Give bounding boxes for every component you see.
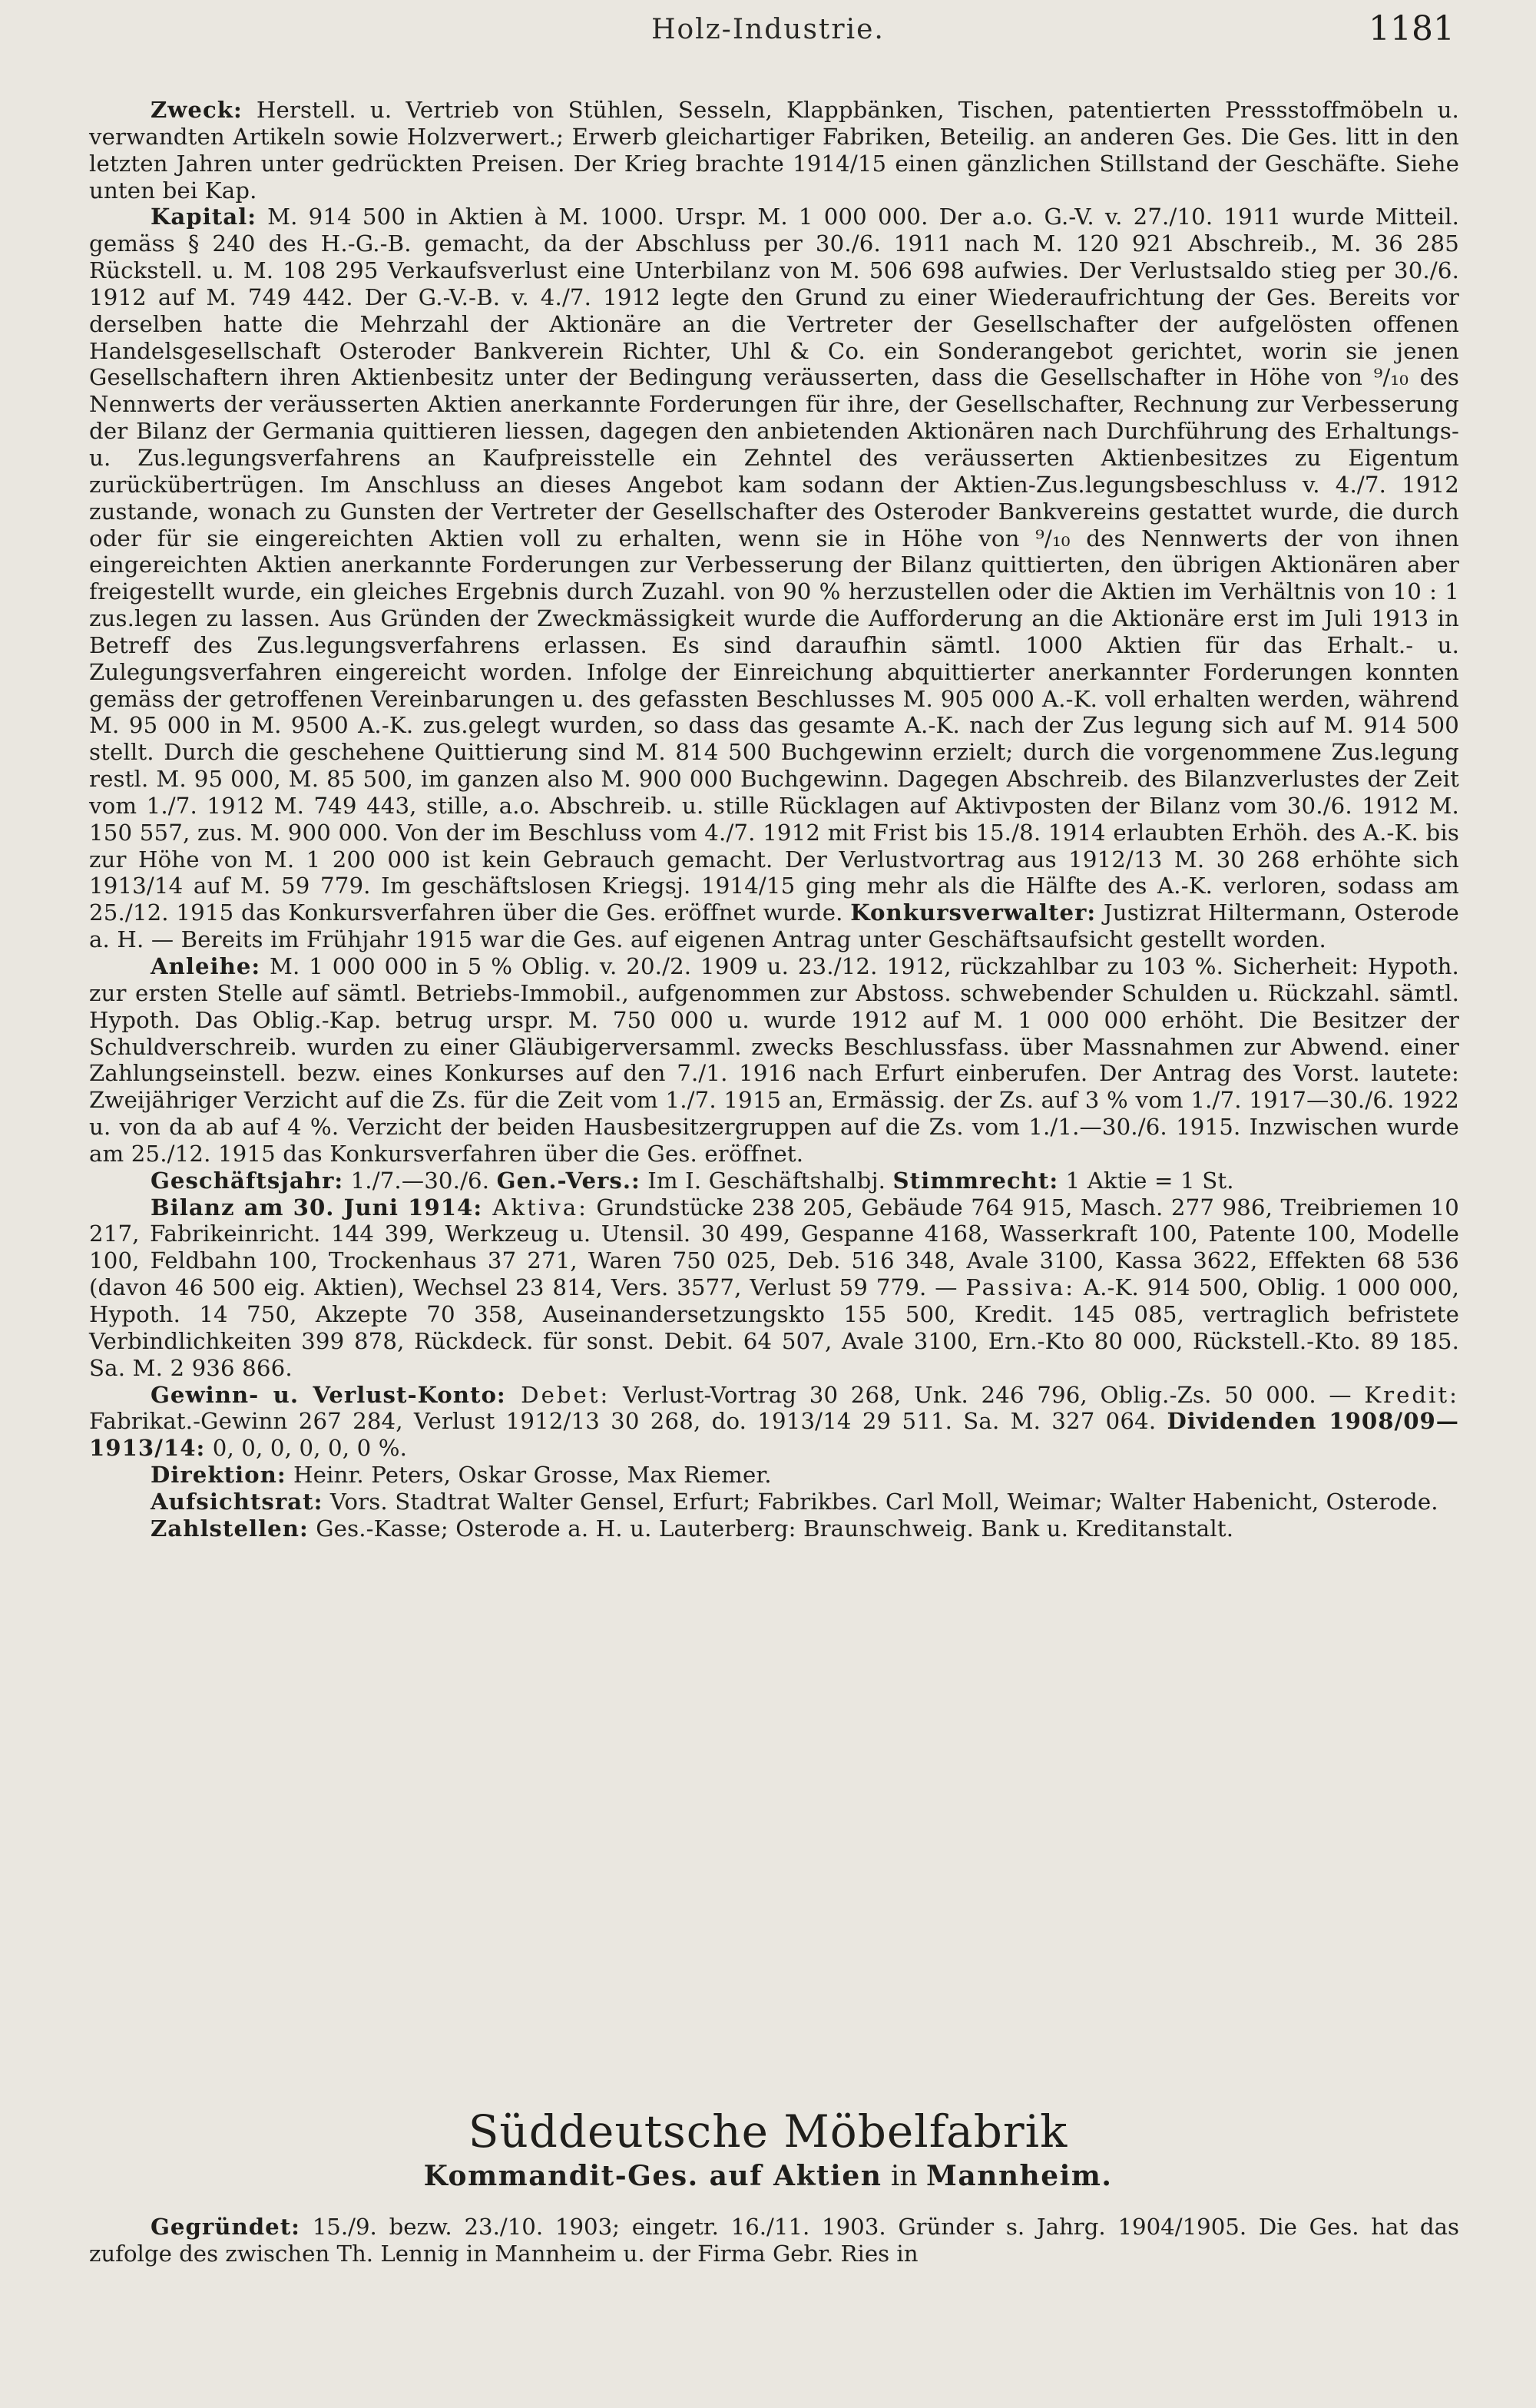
aktiva-label: Aktiva: [482,1194,588,1221]
kapital-label: Kapital: [151,204,257,230]
zahlstellen-label: Zahlstellen: [151,1515,309,1542]
bilanz-paragraph [89,1194,1459,1382]
page-number: 1181 [1369,9,1455,48]
debet-label: Debet: [505,1381,611,1408]
gegruendet-paragraph [89,2214,1459,2267]
geschaeftsjahr-label: Geschäftsjahr: [151,1167,344,1194]
company-legal-form: Kommandit-Ges. auf Aktien [423,2160,882,2192]
aufsichtsrat-paragraph [89,1489,1459,1515]
geschaeftsjahr-text: 1./7.—30./6. [343,1167,497,1194]
gewinn-label: Gewinn- u. Verlust-Konto: [151,1381,506,1408]
company-name: Süddeutsche Möbelfabrik [468,2105,1068,2158]
aktiva-text: Grundstücke 238 205, Gebäude 764 915, Masch. 277 986, Treibriemen 10 217, Fabrikeinricht. 144 399, Werkzeug u. Utensil. 30 499, Gespanne 4168, Wasserkraft 100, Patente 100, Modelle 100, Feldbahn 100, Trockenhaus 37 271, Waren 750 025, Deb. 516 348, Avale 3100, Kassa 3622, Effekten 68 536 (davon 46 500 eig. Aktien), Wechsel 23 814, Vers. 3577, Verlust 59 779. — [89,1194,1459,1301]
kapital-paragraph [89,204,1459,953]
company-subtitle-in: in [882,2161,927,2192]
kredit-text: Fabrikat.-Gewinn 267 284, Verlust 1912/13 30 268, do. 1913/14 29 511. Sa. M. 327 064. [89,1408,1167,1435]
direktion-label: Direktion: [151,1462,286,1489]
gewinn-paragraph [89,1382,1459,1462]
gen-vers-label: Gen.-Vers.: [496,1167,641,1194]
zahlstellen-text: Ges.-Kasse; Osterode a. H. u. Lauterberg: Braunschweig. Bank u. Kreditanstalt. [308,1515,1234,1542]
debet-text: Verlust-Vortrag 30 268, Unk. 246 796, Oblig.-Zs. 50 000. — [610,1381,1365,1408]
anleihe-label: Anleihe: [151,953,261,979]
anleihe-paragraph [89,953,1459,1168]
bilanz-label: Bilanz am 30. Juni 1914: [151,1194,483,1221]
zweck-label: Zweck: [151,97,243,123]
zweck-text: Herstell. u. Vertrieb von Stühlen, Sesseln, Klappbänken, Tischen, patentierten Pressstoffmöbeln u. verwandten Artikeln sowie Holzverwert.; Erwerb gleichartiger Fabriken, Beteilig. an anderen Ges. Die Ges. litt in den letzten Jahren unter gedrückten Preisen. Der Krieg brachte 1914/15 einen gänzlichen Stillstand der Geschäfte. Siehe unten bei Kap. [89,97,1459,204]
stimmrecht-label: Stimmrecht: [892,1167,1059,1194]
company-subtitle [0,2158,1536,2194]
aufsichtsrat-label: Aufsichtsrat: [151,1488,323,1515]
gen-vers-text: Im I. Geschäftshalbj. [640,1167,893,1194]
zweck-paragraph [89,97,1459,204]
kapital-text: M. 914 500 in Aktien à M. 1000. Urspr. M. 1 000 000. Der a.o. G.-V. v. 27./10. 1911 wurde Mitteil. gemäss § 240 des H.-G.-B. gemacht, da der Abschluss per 30./6. 1911 nach M. 120 921 Abschreib., M. 36 285 Rückstell. u. M. 108 295 Verkaufsverlust eine Unterbilanz von M. 506 698 aufwies. Der Verlustsaldo stieg per 30./6. 1912 auf M. 749 442. Der G.-V.-B. v. 4./7. 1912 legte den Grund zu einer Wiederaufrichtung der Ges. Bereits vor derselben hatte die Mehrzahl der Aktionäre an die Vertreter der Gesellschafter der aufgelösten offenen Handelsgesellschaft Osteroder Bankverein Richter, Uhl & Co. ein Sonderangebot gerichtet, worin sie jenen Gesellschaftern ihren Aktienbesitz unter der Bedingung veräusserten, dass die Gesellschafter in Höhe von ⁹/₁₀ des Nennwerts der veräusserten Aktien anerkannte Forderungen für ihre, der Gesellschafter, Rechnung zur Verbesserung der Bilanz der Germania quittieren liessen, dagegen den anbietenden Aktionären nach Durchführung des Erhaltungs- u. Zus.legungsverfahrens an Kaufpreisstelle ein Zehntel des veräusserten Aktienbesitzes zu Eigentum zurückübertrügen. Im Anschluss an dieses Angebot kam sodann der Aktien-Zus.legungsbeschluss v. 4./7. 1912 zustande, wonach zu Gunsten der Vertreter der Gesellschafter des Osteroder Bankvereins gestattet wurde, die durch oder für sie eingereichten Aktien voll zu erhalten, wenn sie in Höhe von ⁹/₁₀ des Nennwerts der von ihnen eingereichten Aktien anerkannte Forderungen zur Verbesserung der Bilanz quittierten, den übrigen Aktionären aber freigestellt wurde, ein gleiches Ergebnis durch Zuzahl. von 90 % herzustellen oder die Aktien im Verhältnis von 10 : 1 zus.legen zu lassen. Aus Gründen der Zweckmässigkeit wurde die Aufforderung an die Aktionäre erst im Juli 1913 in Betreff des Zus.legungsverfahrens erlassen. Es sind daraufhin sämtl. 1000 Aktien für das Erhalt.- u. Zulegungsverfahren eingereicht worden. Infolge der Einreichung abquittierter anerkannter Forderungen konnten gemäss der getroffenen Vereinbarungen u. des gefassten Beschlusses M. 905 000 A.-K. voll erhalten werden, während M. 95 000 in M. 9500 A.-K. zus.gelegt wurden, so dass das gesamte A.-K. nach der Zus legung sich auf M. 914 500 stellt. Durch die geschehene Quittierung sind M. 814 500 Buchgewinn erzielt; durch die vorgenommene Zus.legung restl. M. 95 000, M. 85 500, im ganzen also M. 900 000 Buchgewinn. Dagegen Abschreib. des Bilanzverlustes der Zeit vom 1./7. 1912 M. 749 443, stille, a.o. Abschreib. u. stille Rücklagen auf Aktivposten der Bilanz vom 30./6. 1912 M. 150 557, zus. M. 900 000. Von der im Beschluss vom 4./7. 1912 mit Frist bis 15./8. 1914 erlaubten Erhöh. des A.-K. bis zur Höhe von M. 1 200 000 ist kein Gebrauch gemacht. Der Verlustvortrag aus 1912/13 M. 30 268 erhöhte sich 1913/14 auf M. 59 779. Im geschäftslosen Kriegsj. 1914/15 ging mehr als die Hälfte des A.-K. verloren, sodass am 25./12. 1915 das Konkursverfahren über die Ges. eröffnet wurde. [89,204,1459,926]
anleihe-text: M. 1 000 000 in 5 % Oblig. v. 20./2. 1909 u. 23./12. 1912, rückzahlbar zu 103 %. Sicherheit: Hypoth. zur ersten Stelle auf sämtl. Betriebs-Immobil., aufgenommen zur Abstoss. schwebender Schulden u. Rückzahl. sämtl. Hypoth. Das Oblig.-Kap. betrug urspr. M. 750 000 u. wurde 1912 auf M. 1 000 000 erhöht. Die Besitzer der Schuldverschreib. wurden zu einer Gläubigerversamml. zwecks Beschlussfass. über Massnahmen zur Abwend. einer Zahlungseinstell. bezw. eines Konkurses auf den 7./1. 1916 nach Erfurt einberufen. Der Antrag des Vorst. lautete: Zweijähriger Verzicht auf die Zs. für die Zeit vom 1./7. 1915 an, Ermässig. der Zs. auf 3 % vom 1./7. 1917—30./6. 1922 u. von da ab auf 4 %. Verzicht der beiden Hausbesitzergruppen auf die Zs. vom 1./1.—30./6. 1915. Inzwischen wurde am 25./12. 1915 das Konkursverfahren über die Ges. eröffnet. [89,953,1459,1167]
gegruendet-label: Gegründet: [151,2214,300,2240]
gegruendet-text: 15./9. bezw. 23./10. 1903; eingetr. 16./11. 1903. Gründer s. Jahrg. 1904/1905. Die Ges. hat das zufolge des zwischen Th. Lennig in Mannheim u. der Firma Gebr. Ries in [89,2214,1459,2267]
dividenden-label: Dividenden 1908/09—1913/14: [89,1408,1459,1462]
dividenden-text: 0, 0, 0, 0, 0, 0 %. [205,1435,408,1462]
aufsichtsrat-text: Vors. Stadtrat Walter Gensel, Erfurt; Fabrikbes. Carl Moll, Weimar; Walter Habenicht, Osterode. [323,1488,1438,1515]
company-entry-body [89,97,1459,1542]
stimmrecht-text: 1 Aktie = 1 St. [1058,1167,1234,1194]
passiva-text: A.-K. 914 500, Oblig. 1 000 000, Hypoth. 14 750, Akzepte 70 358, Auseinandersetzungskto 155 500, Kredit. 145 085, vertraglich befristete Verbindlichkeiten 399 878, Rückdeck. für sonst. Debit. 64 507, Avale 3100, Ern.-Kto 80 000, Rückstell.-Kto. 89 185. Sa. M. 2 936 866. [89,1274,1460,1381]
passiva-label: Passiva: [965,1274,1076,1301]
next-company-heading [0,2105,1536,2194]
direktion-paragraph [89,1462,1459,1489]
geschaeftsjahr-paragraph [89,1168,1459,1194]
next-company-body [89,2214,1459,2267]
konkursverwalter-text: Justizrat Hiltermann, Osterode a. H. — Bereits im Frühjahr 1915 war die Ges. auf eigenen Antrag unter Geschäftsaufsicht gestellt worden. [89,899,1459,953]
kredit-label: Kredit: [1364,1381,1459,1408]
running-header: Holz-Industrie. [651,14,885,45]
company-city: Mannheim. [926,2160,1113,2192]
konkursverwalter-label: Konkursverwalter: [850,899,1097,926]
zahlstellen-paragraph [89,1515,1459,1542]
direktion-text: Heinr. Peters, Oskar Grosse, Max Riemer. [286,1462,772,1489]
